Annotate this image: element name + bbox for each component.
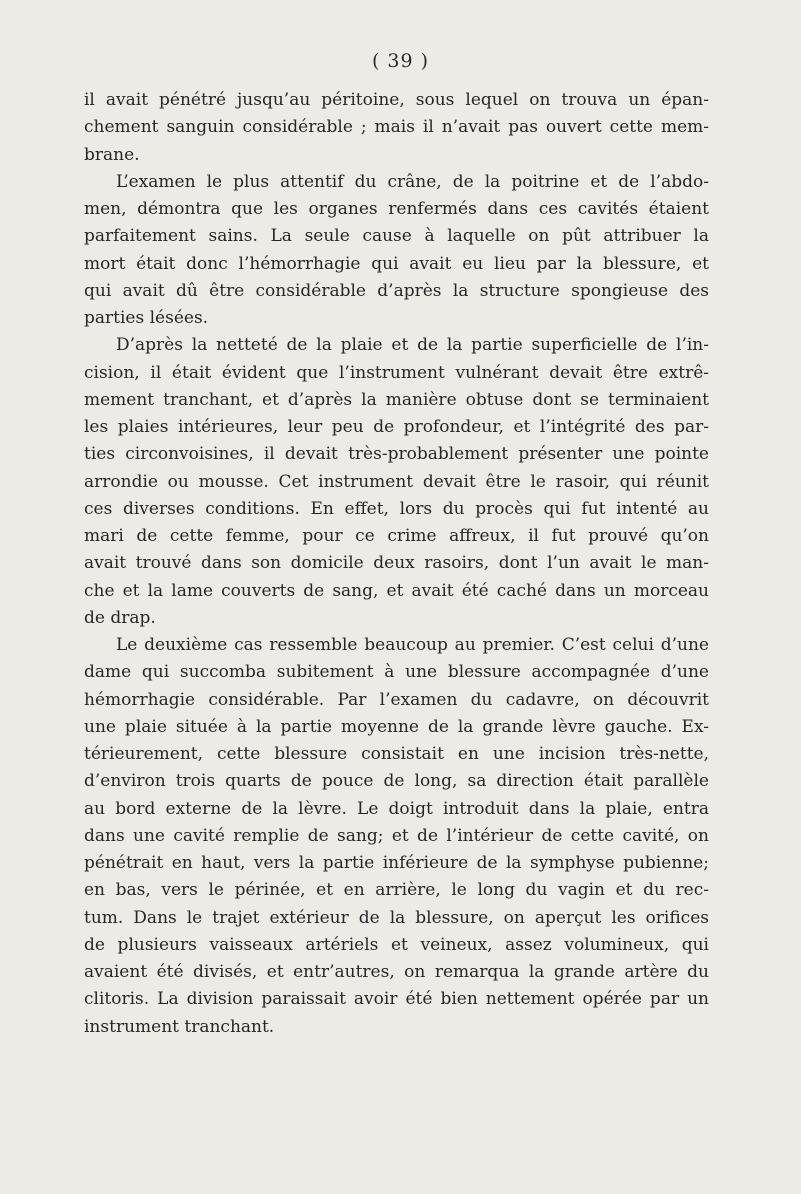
text-line: hémorrhagie considérable. Par l’examen du cadavre, on découvrit [84,689,709,710]
paragraph [84,632,709,1041]
text-line: dame qui succomba subitement à une blessure accompagnée d’une [84,662,709,683]
text-line: parfaitement sains. La seule cause à laquelle on pût attribuer la [84,226,709,247]
text-line: avaient été divisés, et entr’autres, on remarqua la grande artère du [84,962,709,982]
text-line: il avait pénétré jusqu’au péritoine, sous lequel on trouva un épan- [84,90,709,110]
text-line: men, démontra que les organes renfermés dans ces cavités étaient [84,199,709,219]
text-line: clitoris. La division paraissait avoir été bien nettement opérée par un [84,989,709,1010]
text-line: ties circonvoisines, il devait très-probablement présenter une pointe [84,444,709,465]
text-line: tum. Dans le trajet extérieur de la blessure, on aperçut les orifices [84,907,709,928]
text-line: D’après la netteté de la plaie et de la partie superficielle de l’in- [116,335,709,356]
text-line: L’examen le plus attentif du crâne, de la poitrine et de l’abdo- [116,171,709,192]
paragraph [84,169,709,333]
text-line: térieurement, cette blessure consistait en une incision très-nette, [84,744,709,764]
paragraph [84,87,709,169]
text-line: chement sanguin considérable ; mais il n’avait pas ouvert cette mem- [84,117,709,138]
text-line: en bas, vers le périnée, et en arrière, le long du vagin et du rec- [84,880,709,901]
text-line: mement tranchant, et d’après la manière obtuse dont se terminaient [84,389,709,410]
text-line: arrondie ou mousse. Cet instrument devait être le rasoir, qui réunit [84,471,709,492]
text-line: Le deuxième cas ressemble beaucoup au premier. C’est celui d’une [116,635,709,655]
text-line: une plaie située à la partie moyenne de la grande lèvre gauche. Ex- [84,716,709,737]
text-line: cision, il était évident que l’instrument vulnérant devait être extrê- [84,362,709,383]
text-line: parties lésées. [84,308,209,328]
text-line: ces diverses conditions. En effet, lors du procès qui fut intenté au [84,498,709,519]
text-line: qui avait dû être considérable d’après la structure spongieuse des [84,280,709,301]
text-line: che et la lame couverts de sang, et avait été caché dans un morceau [84,580,709,601]
text-line: de drap. [84,607,156,628]
text-line: instrument tranchant. [84,1016,275,1037]
text-line: mort était donc l’hémorrhagie qui avait eu lieu par la blessure, et [84,253,709,274]
text-line: de plusieurs vaisseaux artériels et veineux, assez volumineux, qui [84,934,709,955]
text-line: brane. [84,144,140,165]
text-line: mari de cette femme, pour ce crime affreux, il fut prouvé qu’on [84,526,709,546]
paragraph [84,332,709,632]
text-line: au bord externe de la lèvre. Le doigt introduit dans la plaie, entra [84,798,709,819]
text-line: d’environ trois quarts de pouce de long, sa direction était parallèle [84,771,709,792]
text-line: avait trouvé dans son domicile deux rasoirs, dont l’un avait le man- [84,553,709,574]
text-line: les plaies intérieures, leur peu de profondeur, et l’intégrité des par- [84,417,709,437]
text-line: pénétrait en haut, vers la partie inférieure de la symphyse pubienne; [84,853,709,873]
page-number: ( 39 ) [371,50,430,72]
body-text [84,87,709,1041]
text-line: dans une cavité remplie de sang; et de l’intérieur de cette cavité, on [84,825,709,846]
